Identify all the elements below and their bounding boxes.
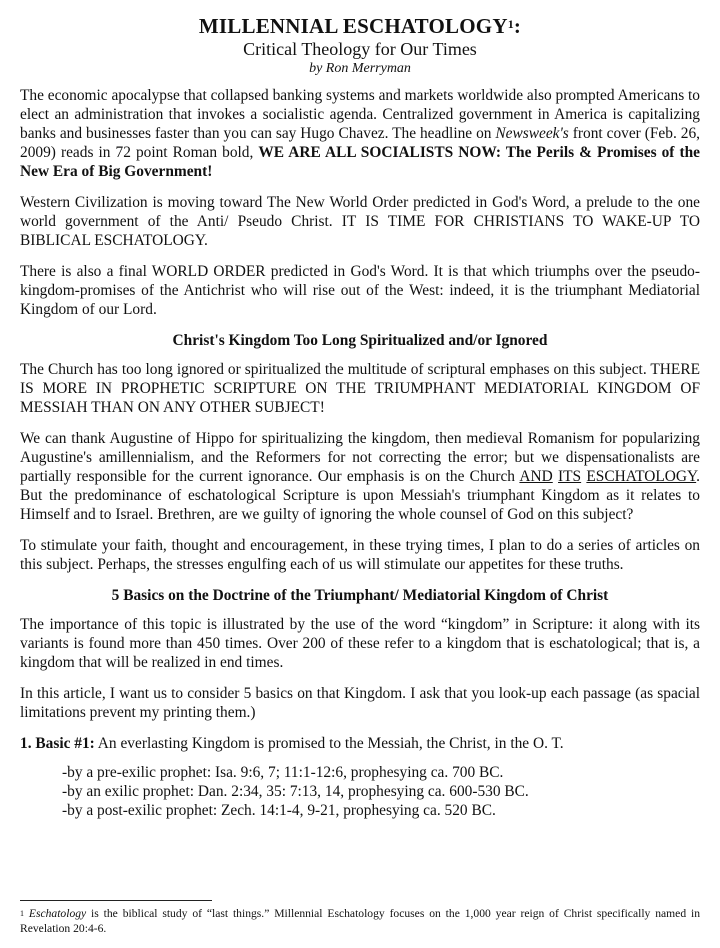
- article-title: [20, 14, 700, 38]
- basic-1-label: 1. Basic #1:: [20, 735, 95, 752]
- headline-bold-b: : The Perils & Promises of the New Era of Big Government!: [20, 144, 700, 180]
- paragraph-1: [20, 86, 700, 181]
- section-heading-1: Christ's Kingdom Too Long Spiritualized and/or Ignored: [172, 332, 548, 349]
- prophet-line: -by an exilic prophet: Dan. 2:34, 35: 7:13, 14, prophesying ca. 600-530 BC.: [62, 783, 529, 800]
- prophet-list: [62, 763, 700, 820]
- footnote: [20, 906, 700, 936]
- paragraph-8: In this article, I want us to consider 5 basics on that Kingdom. I ask that you look-up each passage (as spacial limitations prevent my printing them.): [20, 685, 700, 721]
- title-text: MILLENNIAL ESCHATOLOGY: [198, 14, 508, 38]
- footnote-divider: [20, 900, 212, 901]
- underline-its: ITS: [558, 468, 582, 485]
- article-subtitle: Critical Theology for Our Times: [243, 39, 477, 59]
- paragraph-5: [20, 429, 700, 524]
- underline-and: AND: [519, 468, 553, 485]
- prophet-line: -by a pre-exilic prophet: Isa. 9:6, 7; 11:1-12:6, prophesying ca. 700 BC.: [62, 764, 504, 781]
- article: [20, 14, 700, 820]
- paragraph-6: To stimulate your faith, thought and encouragement, in these trying times, I plan to do a series of articles on this subject. Perhaps, the stresses engulfing each of us will stimulate our appetites for these truths.: [20, 537, 700, 573]
- p1-text-b: front cover (Feb. 26, 2009) reads in 72 point Roman bold,: [20, 125, 700, 161]
- basic-1: [20, 734, 700, 753]
- paragraph-2: Western Civilization is moving toward The New World Order predicted in God's Word, a prelude to the one world government of the Anti/ Pseudo Christ. IT IS TIME FOR CHRISTIANS TO WAKE-UP TO BIBLICAL ESCHATOLOGY.: [20, 194, 700, 249]
- footnote-mark: 1: [20, 909, 24, 918]
- basic-1-text: An everlasting Kingdom is promised to the Messiah, the Christ, in the O. T.: [94, 735, 564, 752]
- section-heading-2: 5 Basics on the Doctrine of the Triumphant/ Mediatorial Kingdom of Christ: [111, 587, 609, 604]
- footnote-ref: 1: [507, 17, 514, 31]
- prophet-line: -by a post-exilic prophet: Zech. 14:1-4, 9-21, prophesying ca. 520 BC.: [62, 802, 496, 819]
- paragraph-7: The importance of this topic is illustrated by the use of the word “kingdom” in Scripture: it along with its variants is found more than 450 times. Over 200 of these refer to a kingdom that is eschatological; that is, a kingdom that will be realized in end times.: [20, 616, 700, 671]
- p5-text-a: We can thank Augustine of Hippo for spiritualizing the kingdom, then medieval Romanism for popularizing Augustine's amillennialism, and the Reformers for not correcting the error; but we dispensationalists are partially responsible for the current ignorance. Our emphasis is on the Church: [20, 430, 700, 485]
- p5-text-b: . But the predominance of eschatological Scripture is upon Messiah's triumphant Kingdom as it relates to Himself and to Israel. Brethren, are we guilty of ignoring the whole counsel of God on this subject?: [20, 468, 700, 523]
- byline: by Ron Merryman: [309, 61, 411, 76]
- p1-text-a: The economic apocalypse that collapsed banking systems and markets worldwide also prompted Americans to elect an administration that invokes a socialistic agenda. Centralized government in America is capitalizing banks and businesses faster than you can say Hugo Chavez. The headline on: [20, 87, 700, 142]
- title-colon: :: [513, 14, 522, 38]
- underline-eschatology: ESCHATOLOGY: [586, 468, 697, 485]
- footnote-term: Eschatology: [28, 907, 87, 920]
- headline-bold-a: WE ARE ALL SOCIALISTS NOW: [258, 144, 496, 161]
- paragraph-4: The Church has too long ignored or spiritualized the multitude of scriptural emphases on this subject. THERE IS MORE IN PROPHETIC SCRIPTURE ON THE TRIUMPHANT MEDIATORIAL KINGDOM OF MESSIAH THAN ON ANY OTHER SUBJECT!: [20, 361, 700, 416]
- paragraph-3: There is also a final WORLD ORDER predicted in God's Word. It is that which triumphs over the pseudo-kingdom-promises of the Antichrist who will rise out of the West: indeed, it is the triumphant Mediatorial Kingdom of our Lord.: [20, 263, 700, 318]
- magazine-name: Newsweek's: [495, 125, 569, 142]
- footnote-text: is the biblical study of “last things.” Millennial Eschatology focuses on the 1,000 year reign of Christ specifically named in Revelation 20:4-6.: [20, 907, 700, 935]
